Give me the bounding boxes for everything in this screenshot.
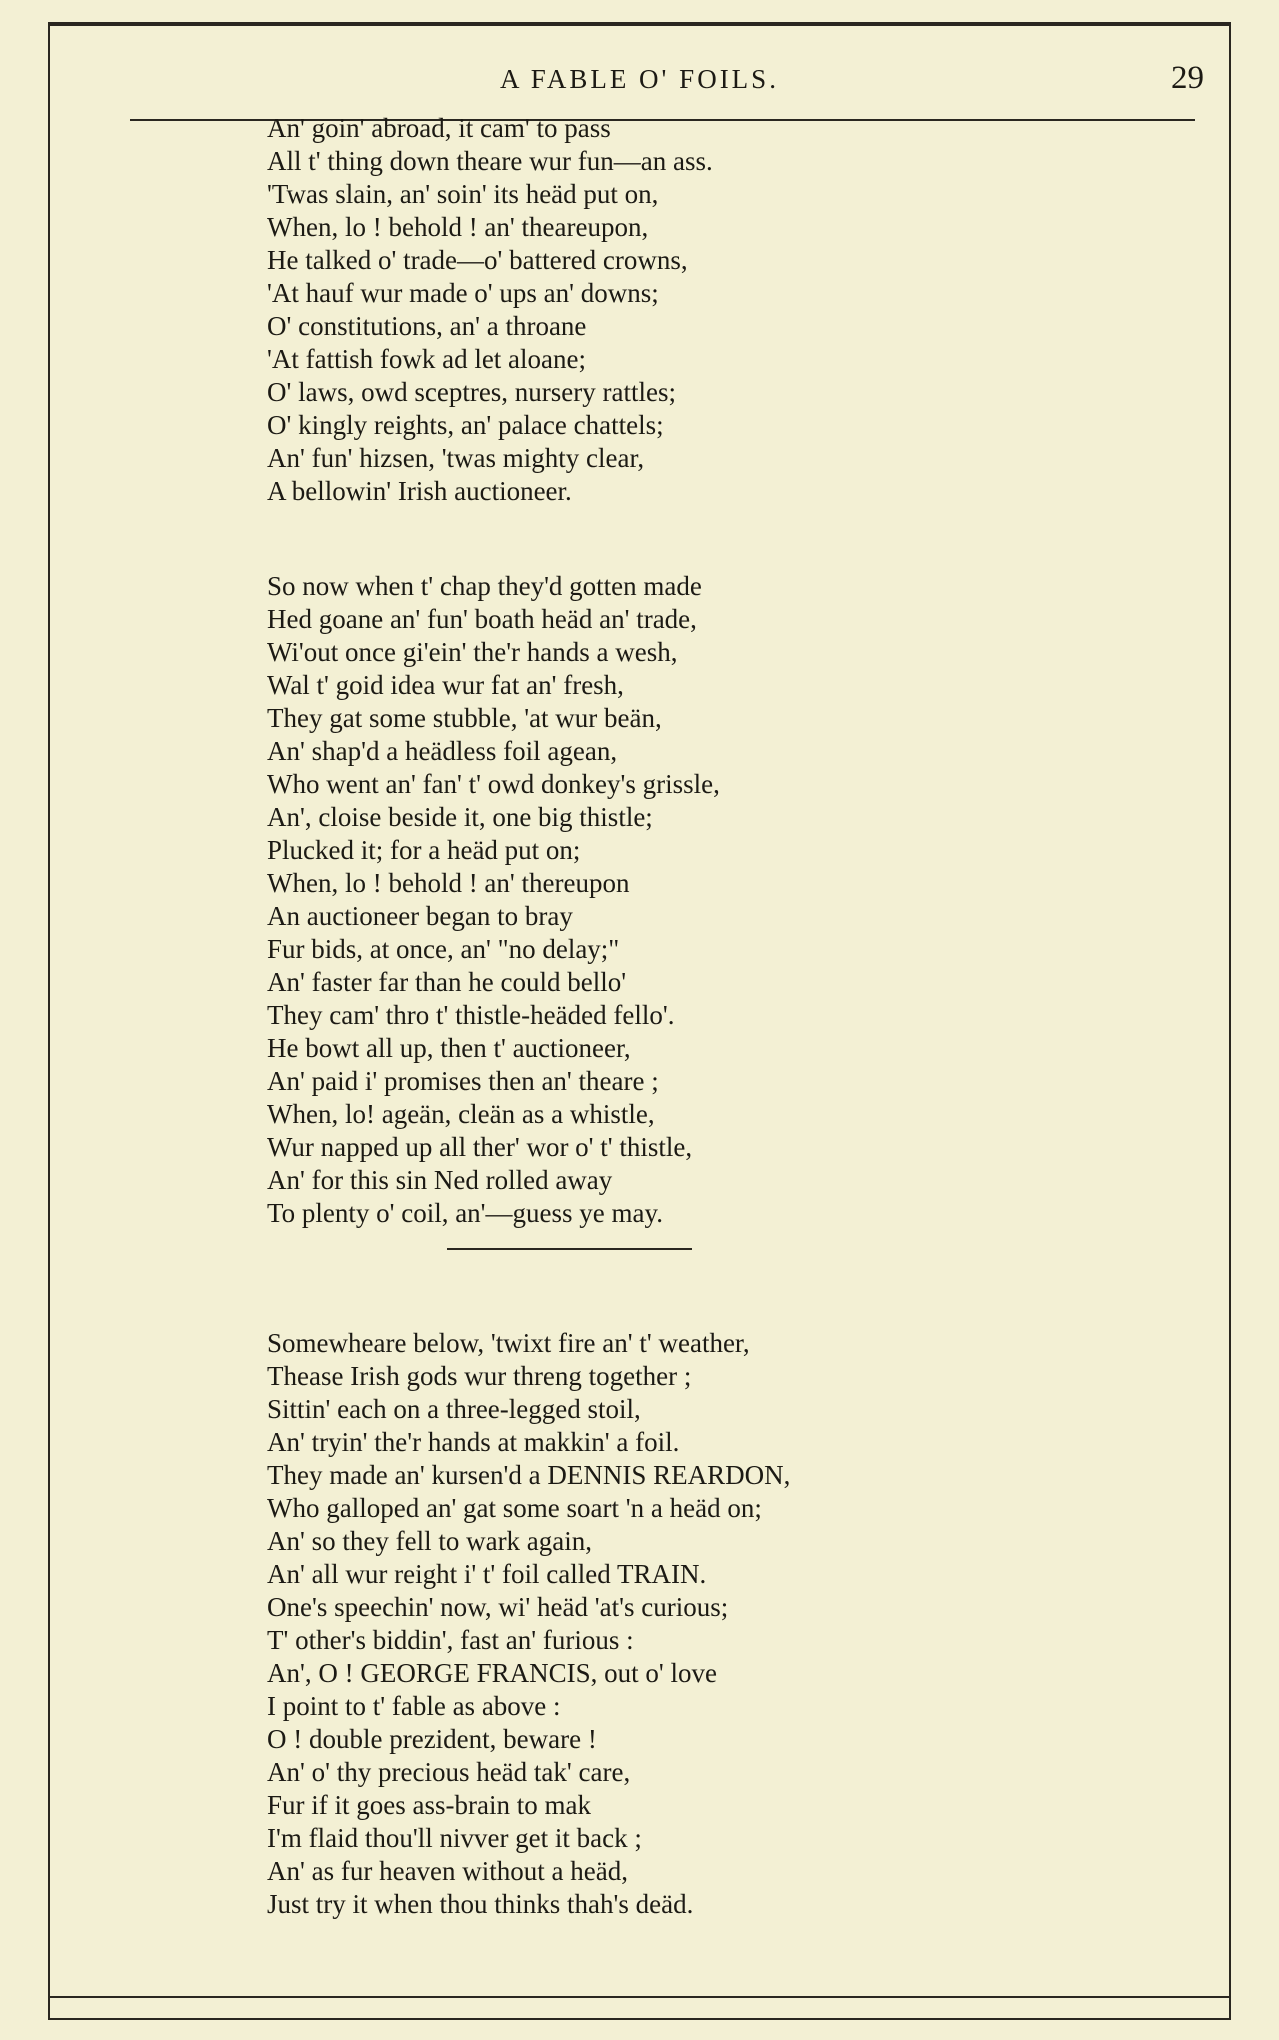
poem-line: When, lo ! behold ! an' thereupon (267, 868, 630, 898)
poem-line: Plucked it; for a heäd put on; (267, 835, 581, 865)
poem-line: Wi'out once gi'ein' the'r hands a wesh, (267, 637, 678, 667)
poem-line: When, lo ! behold ! an' theareupon, (267, 212, 649, 242)
poem-line: They made an' kursen'd a DENNIS REARDON, (267, 1460, 791, 1490)
poem-line: Sittin' each on a three-legged stoil, (267, 1394, 641, 1424)
poem-line: An' fun' hizsen, 'twas mighty clear, (267, 443, 645, 473)
section-divider-rule (447, 1248, 692, 1250)
poem-line: A bellowin' Irish auctioneer. (267, 476, 572, 506)
poem-line: An' as fur heaven without a heäd, (267, 1856, 628, 1886)
poem-line: One's speechin' now, wi' heäd 'at's curious; (267, 1592, 729, 1622)
poem-line: O' kingly reights, an' palace chattels; (267, 410, 664, 440)
poem-line: An' for this sin Ned rolled away (267, 1165, 613, 1195)
page-number: 29 (1171, 60, 1204, 96)
poem-line: Who went an' fan' t' owd donkey's grissle, (267, 769, 720, 799)
poem-line: Fur if it goes ass-brain to mak (267, 1790, 591, 1820)
poem-line: When, lo! ageän, cleän as a whistle, (267, 1099, 655, 1129)
poem-line: An' paid i' promises then an' theare ; (267, 1066, 659, 1096)
poem-line: T' other's biddin', fast an' furious : (267, 1625, 634, 1655)
poem-line: An' all wur reight i' t' foil called TRAIN. (267, 1559, 707, 1589)
poem-line: An' so they fell to wark again, (267, 1526, 593, 1556)
poem-line: Wal t' goid idea wur fat an' fresh, (267, 670, 624, 700)
poem-line: 'At fattish fowk ad let aloane; (267, 344, 587, 374)
poem-line: He bowt all up, then t' auctioneer, (267, 1033, 631, 1063)
stanza-1 (267, 112, 713, 508)
poem-line: O' constitutions, an' a throane (267, 311, 587, 341)
running-head: A FABLE O' FOILS. (500, 64, 779, 94)
poem-line: An' shap'd a heädless foil agean, (267, 736, 618, 766)
poem-line: 'At hauf wur made o' ups an' downs; (267, 278, 659, 308)
poem-line: An', O ! GEORGE FRANCIS, out o' love (267, 1658, 717, 1688)
poem-line: 'Twas slain, an' soin' its heäd put on, (267, 179, 659, 209)
poem-line: An' faster far than he could bello' (267, 967, 627, 997)
poem-line: I'm flaid thou'll nivver get it back ; (267, 1823, 642, 1853)
poem-line: An' tryin' the'r hands at makkin' a foil. (267, 1427, 680, 1457)
poem-line: Hed goane an' fun' boath heäd an' trade, (267, 604, 697, 634)
poem-line: To plenty o' coil, an'—guess ye may. (267, 1198, 664, 1228)
poem-line: An auctioneer began to bray (267, 901, 573, 931)
poem-line: They gat some stubble, 'at wur beän, (267, 703, 662, 733)
poem-line: He talked o' trade—o' battered crowns, (267, 245, 688, 275)
poem-line: Somewheare below, 'twixt fire an' t' weather, (267, 1328, 750, 1358)
poem-line: So now when t' chap they'd gotten made (267, 571, 702, 601)
stanza-2 (267, 570, 720, 1230)
poem-line: An' goin' abroad, it cam' to pass (267, 113, 611, 143)
top-rule (50, 24, 1229, 26)
poem-line: An', cloise beside it, one big thistle; (267, 802, 653, 832)
poem-line: Just try it when thou thinks thah's deäd. (267, 1889, 694, 1919)
poem-line: O' laws, owd sceptres, nursery rattles; (267, 377, 677, 407)
stanza-3 (267, 1327, 790, 1921)
poem-line: O ! double prezident, beware ! (267, 1724, 597, 1754)
poem-line: They cam' thro t' thistle-heäded fello'. (267, 1000, 675, 1030)
poem-line: Thease Irish gods wur threng together ; (267, 1361, 692, 1391)
poem-line: Who galloped an' gat some soart 'n a heäd on; (267, 1493, 762, 1523)
poem-line: All t' thing down theare wur fun—an ass. (267, 146, 713, 176)
poem-line: An' o' thy precious heäd tak' care, (267, 1757, 631, 1787)
poem-line: Fur bids, at once, an' "no delay;" (267, 934, 620, 964)
poem-line: Wur napped up all ther' wor o' t' thistle, (267, 1132, 693, 1162)
bottom-rule (50, 1996, 1229, 1998)
poem-line: I point to t' fable as above : (267, 1691, 561, 1721)
